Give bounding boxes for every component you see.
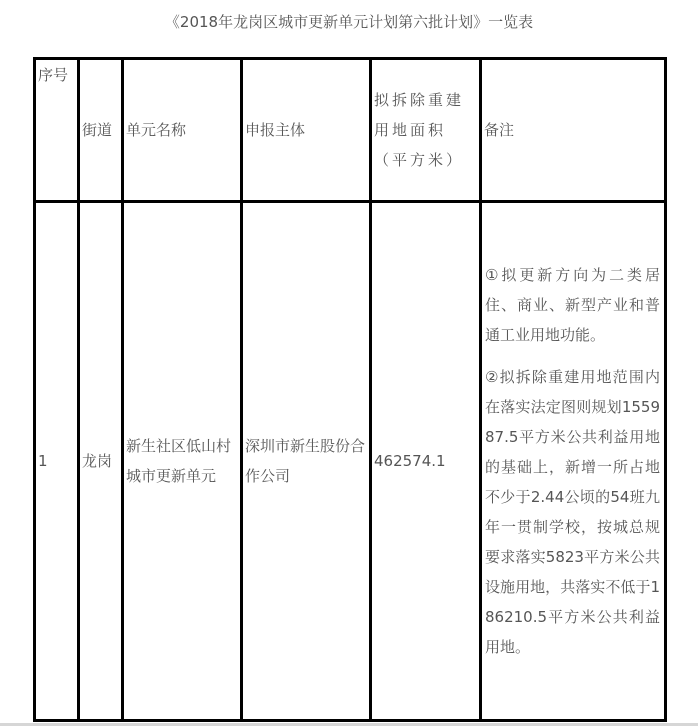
table-header-row (35, 59, 666, 202)
cell-unit-name: 新生社区低山村城市更新单元 (123, 202, 242, 721)
remark-item-2: ②拟拆除重建用地范围内在落实法定图则规划155987.5平方米公共利益用地的基础上，新增一所占地不少于2.44公顷的54班九年一贯制学校，按城总规要求落实5823平方米公共设施用地，共落实不低于186210.5平方米公共利益用地。 (485, 368, 660, 656)
header-remarks: 备注 (481, 59, 666, 202)
cell-area: 462574.1 (371, 202, 481, 721)
cell-street: 龙岗 (79, 202, 123, 721)
cell-applicant: 深圳市新生股份合作公司 (242, 202, 371, 721)
cell-remarks (481, 202, 666, 721)
cell-index: 1 (35, 202, 79, 721)
header-applicant: 申报主体 (242, 59, 371, 202)
header-street: 街道 (79, 59, 123, 202)
header-index: 序号 (35, 59, 79, 202)
renewal-plan-table (33, 57, 667, 722)
document-title: 《2018年龙岗区城市更新单元计划第六批计划》一览表 (164, 13, 534, 31)
remark-item-1: ①拟更新方向为二类居住、商业、新型产业和普通工业用地功能。 (485, 266, 660, 344)
table-row (35, 202, 666, 721)
header-unit-name: 单元名称 (123, 59, 242, 202)
header-area: 拟拆除重建用地面积（平方米） (371, 59, 481, 202)
